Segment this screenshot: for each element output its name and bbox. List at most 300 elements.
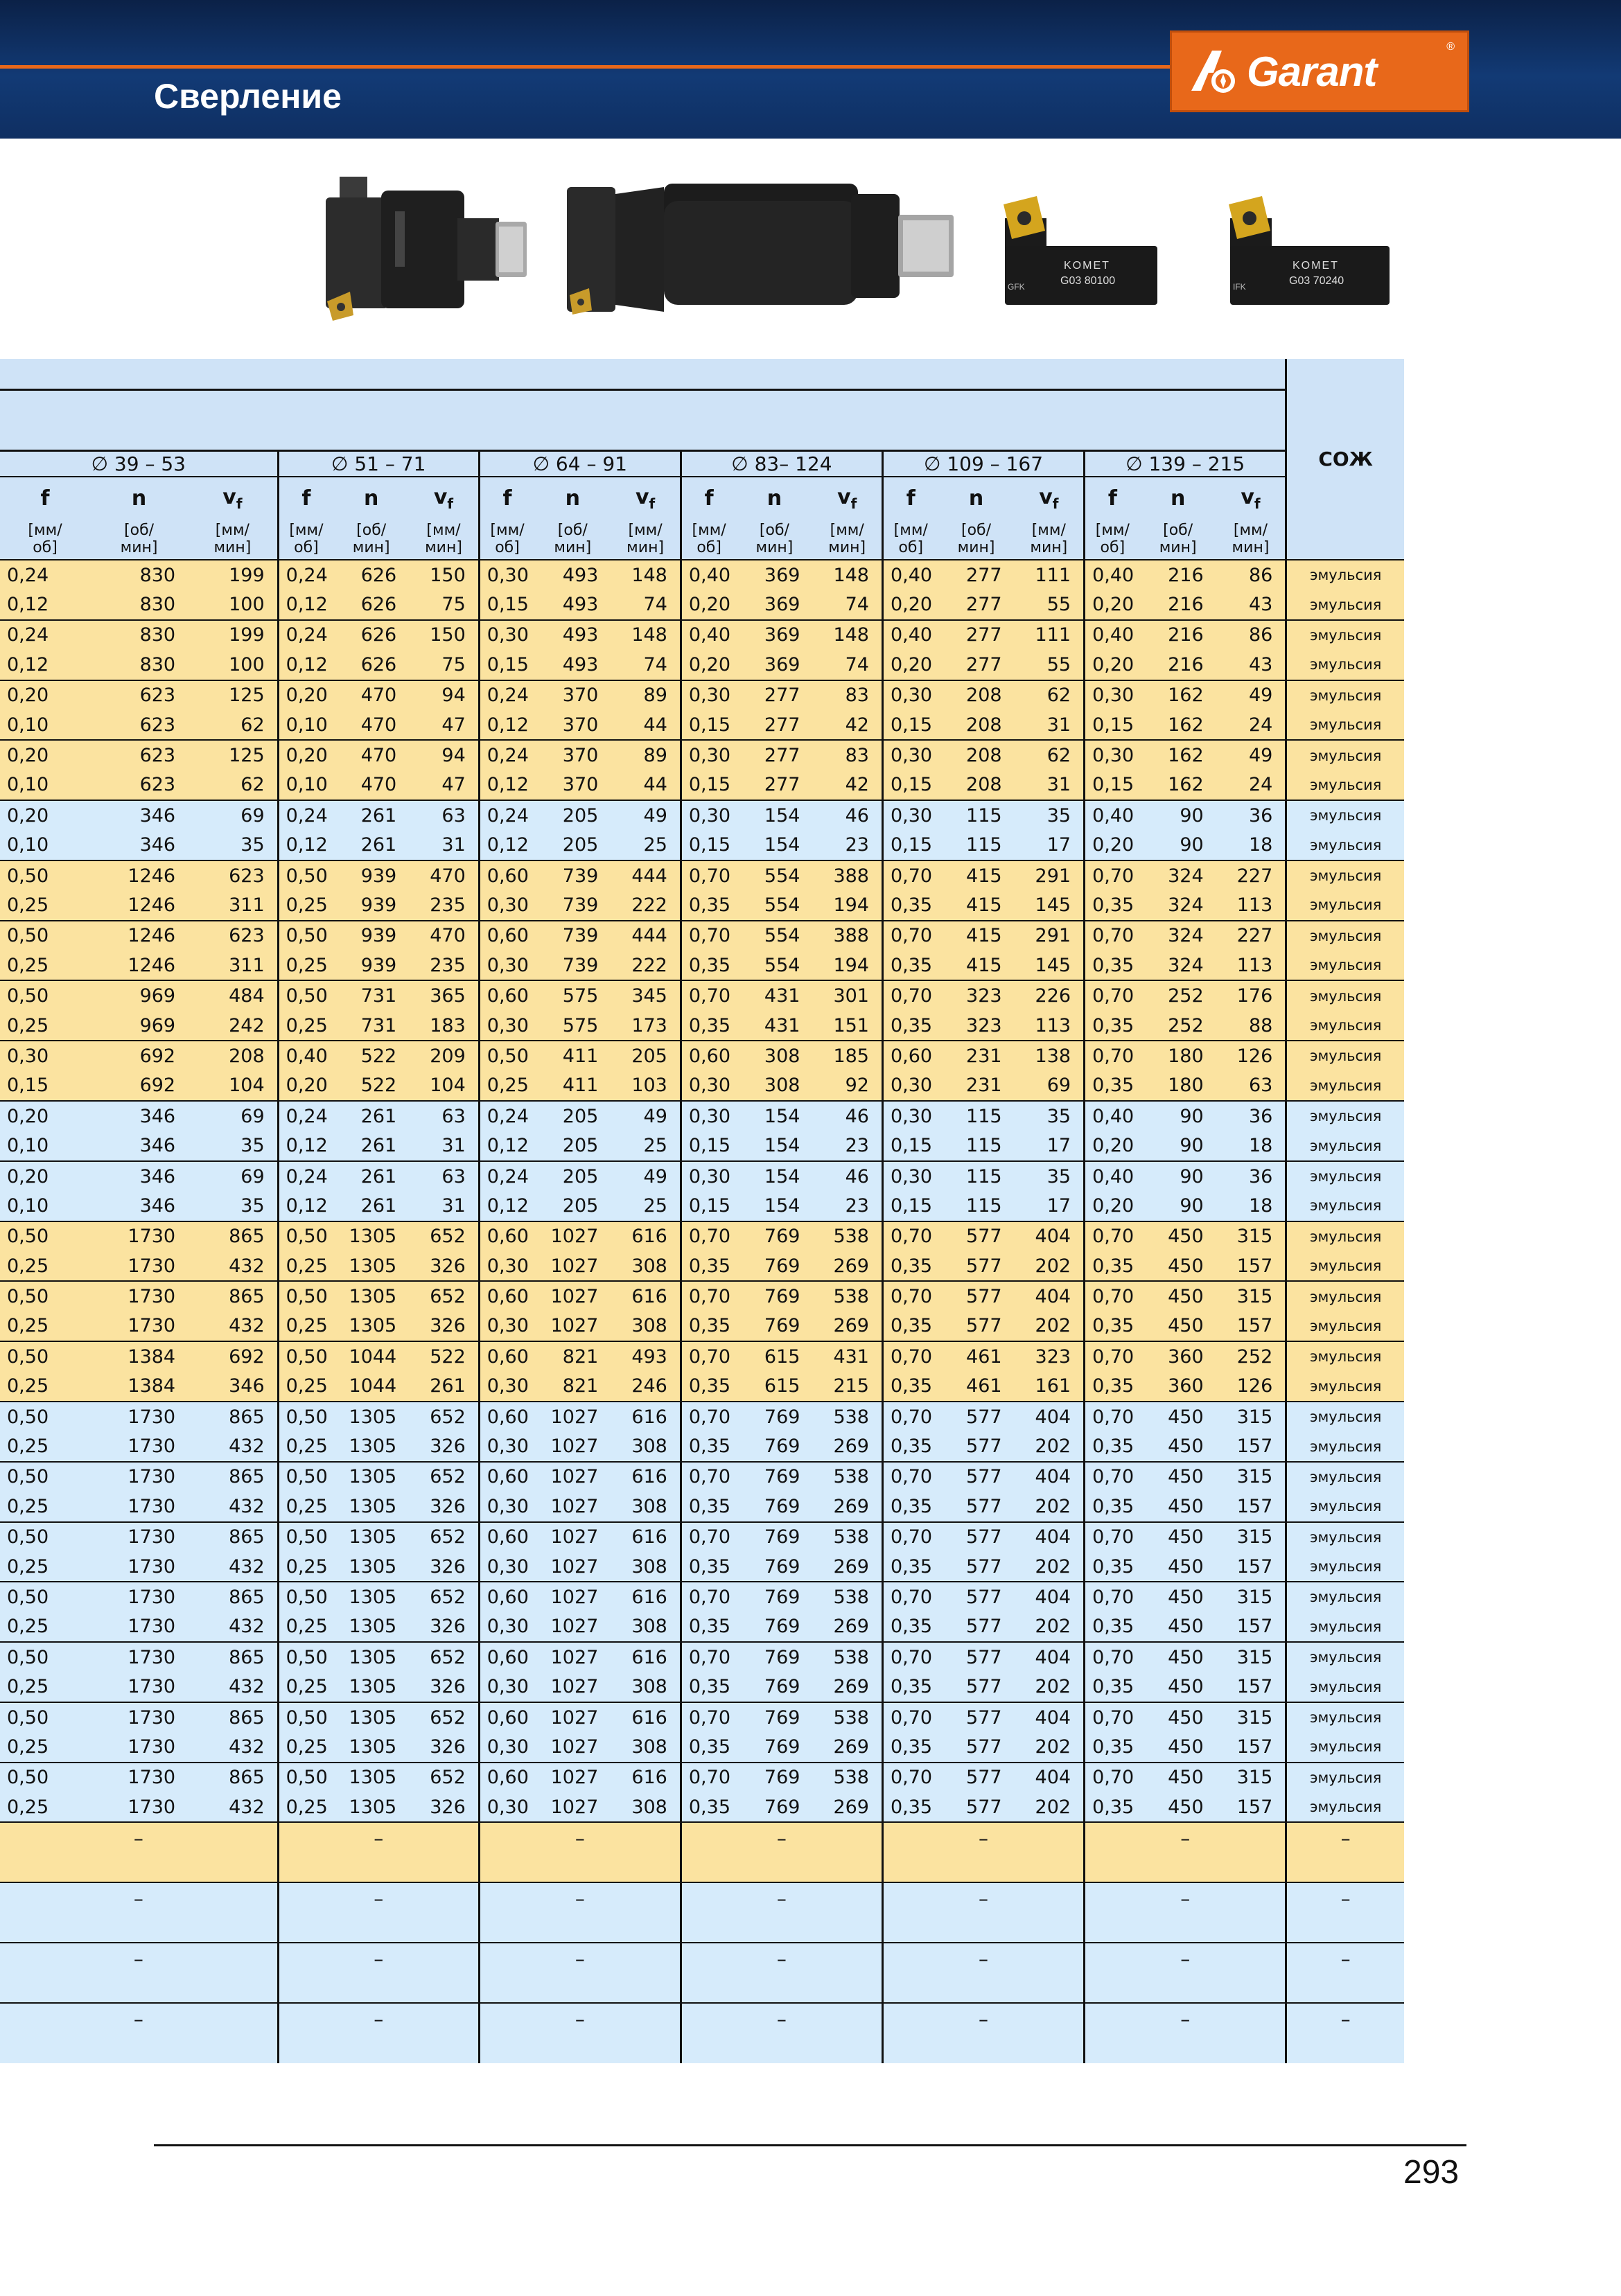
table-cell: 208 [188, 1041, 278, 1070]
table-cell: 623 [188, 860, 278, 890]
table-cell: 46 [812, 1161, 882, 1191]
diameter-range-header: ∅ 39 – 53 [0, 450, 278, 477]
table-cell: 63 [409, 1101, 479, 1131]
table-cell: 126 [1216, 1372, 1286, 1402]
table-cell: 493 [611, 1341, 681, 1371]
parameter-unit: [мм/ об] [0, 520, 90, 560]
coolant-cell: эмульсия [1286, 1763, 1404, 1792]
table-cell: 0,50 [0, 980, 90, 1010]
table-cell: 202 [1015, 1492, 1085, 1521]
table-cell: 1305 [333, 1702, 409, 1732]
table-cell: 577 [938, 1763, 1015, 1792]
empty-cell-dash: – [1085, 2003, 1286, 2063]
coolant-cell: эмульсия [1286, 890, 1404, 920]
table-cell: 554 [736, 921, 812, 951]
table-cell: 74 [812, 590, 882, 619]
table-cell: 0,30 [479, 890, 534, 920]
table-cell: 493 [534, 620, 611, 650]
table-cell: 86 [1216, 620, 1286, 650]
empty-cell-dash: – [479, 1822, 681, 1882]
empty-cell-dash: – [681, 2003, 882, 2063]
table-cell: 0,70 [1085, 1341, 1140, 1371]
table-cell: 0,30 [479, 1011, 534, 1041]
parameter-symbol: n [938, 477, 1015, 520]
table-cell: 0,30 [479, 1612, 534, 1642]
table-cell: 277 [736, 680, 812, 710]
table-cell: 404 [1015, 1642, 1085, 1672]
table-cell: 692 [188, 1341, 278, 1371]
table-cell: 154 [736, 800, 812, 830]
table-cell: 261 [333, 1131, 409, 1160]
table-cell: 0,20 [882, 590, 938, 619]
table-cell: 326 [409, 1792, 479, 1822]
table-cell: 450 [1140, 1522, 1216, 1552]
table-cell: 370 [534, 710, 611, 740]
table-cell: 0,70 [681, 1763, 736, 1792]
table-row [0, 590, 1404, 619]
table-cell: 0,30 [882, 1101, 938, 1131]
table-cell: 0,12 [479, 1131, 534, 1160]
table-cell: 63 [1216, 1071, 1286, 1101]
table-cell: 623 [90, 680, 188, 710]
parameter-symbol: f [882, 477, 938, 520]
coolant-cell: – [1286, 1882, 1404, 1943]
table-cell: 1027 [534, 1492, 611, 1521]
table-cell: 31 [409, 831, 479, 860]
table-cell: 0,35 [681, 1492, 736, 1521]
header-band-middle [0, 389, 1286, 450]
table-cell: 115 [938, 1191, 1015, 1221]
table-cell: 326 [409, 1492, 479, 1521]
table-cell: 324 [1140, 951, 1216, 980]
table-cell: 616 [611, 1642, 681, 1672]
table-cell: 346 [90, 1161, 188, 1191]
table-cell: 0,70 [882, 1402, 938, 1431]
table-cell: 0,50 [0, 1582, 90, 1611]
empty-data-row [0, 2003, 1404, 2063]
parameter-symbol: n [1140, 477, 1216, 520]
table-cell: 0,35 [681, 1251, 736, 1281]
table-cell: 242 [188, 1011, 278, 1041]
table-cell: 388 [812, 921, 882, 951]
table-cell: 0,30 [1085, 680, 1140, 710]
table-cell: 0,50 [0, 1763, 90, 1792]
table-row [0, 1763, 1404, 1792]
table-cell: 326 [409, 1552, 479, 1582]
table-cell: 202 [1015, 1732, 1085, 1762]
table-cell: 0,60 [479, 921, 534, 951]
table-cell: 277 [938, 590, 1015, 619]
cartridge-gfk-komet: KOMET [1064, 260, 1110, 272]
table-cell: 0,70 [681, 1402, 736, 1431]
table-cell: 47 [409, 710, 479, 740]
table-cell: 138 [1015, 1041, 1085, 1070]
table-cell: 0,50 [0, 1221, 90, 1251]
table-cell: 0,60 [479, 1402, 534, 1431]
table-cell: 1305 [333, 1642, 409, 1672]
coolant-cell: эмульсия [1286, 1161, 1404, 1191]
table-cell: 0,40 [1085, 800, 1140, 830]
table-cell: 0,50 [278, 1763, 333, 1792]
table-cell: 1027 [534, 1702, 611, 1732]
table-cell: 739 [534, 951, 611, 980]
coolant-cell: эмульсия [1286, 1462, 1404, 1492]
table-cell: 1305 [333, 1312, 409, 1341]
empty-cell-dash: – [681, 1943, 882, 2003]
table-cell: 769 [736, 1552, 812, 1582]
table-cell: 450 [1140, 1251, 1216, 1281]
table-cell: 404 [1015, 1763, 1085, 1792]
table-cell: 415 [938, 951, 1015, 980]
table-row [0, 1161, 1404, 1191]
table-cell: 0,20 [278, 740, 333, 770]
table-cell: 0,25 [278, 1492, 333, 1521]
table-cell: 103 [611, 1071, 681, 1101]
table-cell: 157 [1216, 1792, 1286, 1822]
table-cell: 652 [409, 1522, 479, 1552]
table-cell: 346 [188, 1372, 278, 1402]
table-cell: 308 [611, 1792, 681, 1822]
table-cell: 865 [188, 1522, 278, 1552]
table-cell: 0,30 [479, 1372, 534, 1402]
table-cell: 0,10 [0, 1191, 90, 1221]
table-cell: 261 [333, 800, 409, 830]
table-cell: 538 [812, 1763, 882, 1792]
table-cell: 216 [1140, 620, 1216, 650]
table-cell: 0,25 [278, 1792, 333, 1822]
parameter-symbol: f [0, 477, 90, 520]
table-cell: 269 [812, 1431, 882, 1461]
table-cell: 0,24 [479, 800, 534, 830]
table-cell: 1027 [534, 1462, 611, 1492]
table-cell: 36 [1216, 1161, 1286, 1191]
table-cell: 0,10 [0, 831, 90, 860]
parameter-unit: [мм/ об] [882, 520, 938, 560]
table-cell: 865 [188, 1462, 278, 1492]
table-cell: 63 [409, 800, 479, 830]
coolant-cell: эмульсия [1286, 1341, 1404, 1371]
table-cell: 0,35 [681, 1792, 736, 1822]
table-cell: 315 [1216, 1582, 1286, 1611]
table-cell: 0,60 [479, 1462, 534, 1492]
table-cell: 1246 [90, 951, 188, 980]
table-cell: 769 [736, 1492, 812, 1521]
parameter-unit: [об/ мин] [1140, 520, 1216, 560]
table-cell: 55 [1015, 590, 1085, 619]
table-cell: 0,30 [479, 620, 534, 650]
table-cell: 652 [409, 1281, 479, 1311]
table-cell: 0,24 [278, 560, 333, 590]
table-cell: 308 [611, 1612, 681, 1642]
table-cell: 432 [188, 1431, 278, 1461]
table-cell: 199 [188, 620, 278, 650]
table-cell: 311 [188, 890, 278, 920]
table-cell: 369 [736, 620, 812, 650]
table-cell: 49 [611, 1161, 681, 1191]
table-cell: 148 [611, 620, 681, 650]
table-cell: 0,25 [0, 1251, 90, 1281]
table-cell: 577 [938, 1221, 1015, 1251]
table-cell: 0,10 [278, 710, 333, 740]
table-row [0, 740, 1404, 770]
table-cell: 208 [938, 710, 1015, 740]
table-cell: 1730 [90, 1582, 188, 1611]
table-cell: 326 [409, 1431, 479, 1461]
garant-logo-icon [1187, 45, 1240, 98]
table-cell: 1730 [90, 1431, 188, 1461]
table-cell: 63 [409, 1161, 479, 1191]
table-cell: 493 [534, 650, 611, 680]
table-cell: 450 [1140, 1431, 1216, 1461]
table-cell: 1027 [534, 1431, 611, 1461]
table-cell: 326 [409, 1612, 479, 1642]
parameter-symbol: n [534, 477, 611, 520]
table-cell: 0,35 [1085, 1492, 1140, 1521]
table-cell: 157 [1216, 1312, 1286, 1341]
empty-cell-dash: – [278, 2003, 479, 2063]
table-cell: 830 [90, 620, 188, 650]
table-cell: 226 [1015, 980, 1085, 1010]
table-cell: 577 [938, 1732, 1015, 1762]
table-cell: 0,70 [681, 1642, 736, 1672]
table-cell: 0,40 [1085, 560, 1140, 590]
table-cell: 692 [90, 1071, 188, 1101]
table-cell: 315 [1216, 1281, 1286, 1311]
coolant-cell: эмульсия [1286, 1792, 1404, 1822]
table-cell: 0,70 [681, 921, 736, 951]
table-cell: 0,25 [0, 1672, 90, 1702]
empty-cell-dash: – [882, 1943, 1084, 2003]
table-cell: 450 [1140, 1582, 1216, 1611]
table-cell: 0,25 [0, 1732, 90, 1762]
empty-data-row [0, 1882, 1404, 1943]
table-cell: 493 [534, 590, 611, 619]
table-row [0, 1071, 1404, 1101]
table-cell: 0,35 [1085, 1011, 1140, 1041]
table-cell: 0,25 [0, 1312, 90, 1341]
table-cell: 577 [938, 1251, 1015, 1281]
table-row [0, 1702, 1404, 1732]
table-cell: 0,70 [681, 1281, 736, 1311]
table-cell: 1027 [534, 1763, 611, 1792]
table-cell: 0,30 [479, 560, 534, 590]
table-cell: 0,30 [479, 1552, 534, 1582]
table-cell: 450 [1140, 1702, 1216, 1732]
table-cell: 100 [188, 650, 278, 680]
table-cell: 522 [333, 1041, 409, 1070]
table-cell: 0,50 [278, 1582, 333, 1611]
table-row [0, 1131, 1404, 1160]
table-cell: 0,35 [882, 1672, 938, 1702]
table-cell: 161 [1015, 1372, 1085, 1402]
table-cell: 0,30 [479, 1431, 534, 1461]
parameter-symbol: f [479, 477, 534, 520]
table-row [0, 860, 1404, 890]
table-cell: 0,30 [882, 800, 938, 830]
table-cell: 0,15 [681, 710, 736, 740]
table-cell: 324 [1140, 890, 1216, 920]
table-cell: 323 [938, 980, 1015, 1010]
table-cell: 0,70 [882, 1281, 938, 1311]
table-cell: 0,70 [882, 1642, 938, 1672]
table-cell: 261 [333, 831, 409, 860]
table-cell: 0,60 [681, 1041, 736, 1070]
table-cell: 0,35 [1085, 1071, 1140, 1101]
table-cell: 431 [736, 980, 812, 1010]
coolant-cell: эмульсия [1286, 1402, 1404, 1431]
table-cell: 88 [1216, 1011, 1286, 1041]
table-cell: 1730 [90, 1612, 188, 1642]
table-cell: 0,70 [882, 1702, 938, 1732]
table-cell: 202 [1015, 1312, 1085, 1341]
table-cell: 315 [1216, 1763, 1286, 1792]
table-cell: 1730 [90, 1251, 188, 1281]
table-cell: 1730 [90, 1792, 188, 1822]
table-cell: 865 [188, 1642, 278, 1672]
table-cell: 269 [812, 1251, 882, 1281]
table-cell: 151 [812, 1011, 882, 1041]
table-cell: 194 [812, 951, 882, 980]
table-cell: 432 [188, 1792, 278, 1822]
table-cell: 154 [736, 1131, 812, 1160]
table-cell: 830 [90, 590, 188, 619]
table-cell: 0,25 [278, 1732, 333, 1762]
table-cell: 44 [611, 770, 681, 800]
empty-cell-dash: – [882, 1822, 1084, 1882]
table-cell: 145 [1015, 951, 1085, 980]
table-cell: 652 [409, 1402, 479, 1431]
table-cell: 739 [534, 890, 611, 920]
table-cell: 769 [736, 1522, 812, 1552]
table-cell: 1730 [90, 1492, 188, 1521]
table-cell: 0,70 [1085, 860, 1140, 890]
table-cell: 0,12 [278, 650, 333, 680]
table-cell: 31 [1015, 770, 1085, 800]
table-cell: 86 [1216, 560, 1286, 590]
table-cell: 1305 [333, 1221, 409, 1251]
table-cell: 432 [188, 1612, 278, 1642]
table-cell: 0,12 [0, 650, 90, 680]
table-cell: 0,70 [882, 1763, 938, 1792]
table-cell: 83 [812, 680, 882, 710]
table-cell: 0,30 [479, 1251, 534, 1281]
table-cell: 36 [1216, 1101, 1286, 1131]
table-cell: 865 [188, 1702, 278, 1732]
table-cell: 0,35 [882, 890, 938, 920]
table-cell: 31 [409, 1131, 479, 1160]
table-cell: 370 [534, 680, 611, 710]
coolant-cell: эмульсия [1286, 800, 1404, 830]
table-cell: 157 [1216, 1492, 1286, 1521]
table-cell: 404 [1015, 1522, 1085, 1552]
table-cell: 0,50 [0, 1281, 90, 1311]
table-cell: 0,70 [1085, 1041, 1140, 1070]
table-cell: 0,15 [1085, 770, 1140, 800]
table-cell: 0,60 [479, 1221, 534, 1251]
table-cell: 104 [409, 1071, 479, 1101]
table-cell: 308 [611, 1732, 681, 1762]
table-cell: 369 [736, 650, 812, 680]
table-cell: 1305 [333, 1402, 409, 1431]
table-cell: 0,25 [0, 1492, 90, 1521]
table-cell: 180 [1140, 1041, 1216, 1070]
parameter-symbol: n [736, 477, 812, 520]
table-cell: 0,12 [479, 831, 534, 860]
table-cell: 49 [611, 1101, 681, 1131]
table-cell: 623 [90, 740, 188, 770]
table-cell: 0,35 [882, 1372, 938, 1402]
table-cell: 261 [409, 1372, 479, 1402]
table-cell: 0,10 [0, 710, 90, 740]
table-cell: 554 [736, 860, 812, 890]
table-cell: 470 [409, 921, 479, 951]
table-cell: 575 [534, 1011, 611, 1041]
table-cell: 415 [938, 860, 1015, 890]
table-cell: 0,35 [882, 1011, 938, 1041]
table-cell: 0,24 [479, 680, 534, 710]
table-cell: 538 [812, 1281, 882, 1311]
table-cell: 360 [1140, 1341, 1216, 1371]
table-cell: 450 [1140, 1281, 1216, 1311]
table-cell: 208 [938, 680, 1015, 710]
table-cell: 252 [1140, 1011, 1216, 1041]
table-cell: 1027 [534, 1582, 611, 1611]
parameter-symbol: $v_f$ [812, 477, 882, 520]
table-cell: 830 [90, 560, 188, 590]
table-cell: 0,35 [882, 1792, 938, 1822]
table-cell: 323 [1015, 1341, 1085, 1371]
table-cell: 62 [1015, 740, 1085, 770]
table-cell: 0,25 [278, 890, 333, 920]
table-cell: 194 [812, 890, 882, 920]
table-cell: 157 [1216, 1552, 1286, 1582]
table-row [0, 1492, 1404, 1521]
table-cell: 154 [736, 831, 812, 860]
table-cell: 626 [333, 590, 409, 619]
table-cell: 0,15 [681, 831, 736, 860]
table-cell: 74 [611, 590, 681, 619]
table-cell: 0,12 [278, 1131, 333, 1160]
table-cell: 369 [736, 590, 812, 619]
table-cell: 616 [611, 1281, 681, 1311]
coolant-cell: эмульсия [1286, 921, 1404, 951]
table-cell: 360 [1140, 1372, 1216, 1402]
table-cell: 235 [409, 951, 479, 980]
coolant-cell: эмульсия [1286, 680, 1404, 710]
table-cell: 450 [1140, 1402, 1216, 1431]
table-cell: 0,50 [278, 860, 333, 890]
table-cell: 0,20 [1085, 831, 1140, 860]
table-cell: 269 [812, 1552, 882, 1582]
parameter-unit: [мм/ мин] [812, 520, 882, 560]
table-cell: 0,24 [278, 1161, 333, 1191]
table-cell: 0,30 [681, 800, 736, 830]
parameter-unit: [об/ мин] [736, 520, 812, 560]
table-row [0, 800, 1404, 830]
table-cell: 404 [1015, 1582, 1085, 1611]
table-cell: 769 [736, 1582, 812, 1611]
table-cell: 577 [938, 1582, 1015, 1611]
garant-logo [1170, 30, 1469, 112]
table-cell: 0,24 [0, 620, 90, 650]
parameter-symbol: f [681, 477, 736, 520]
table-cell: 0,40 [1085, 1161, 1140, 1191]
table-cell: 0,70 [681, 1462, 736, 1492]
table-cell: 626 [333, 620, 409, 650]
table-cell: 0,25 [0, 890, 90, 920]
table-cell: 0,15 [882, 1131, 938, 1160]
table-cell: 90 [1140, 1101, 1216, 1131]
